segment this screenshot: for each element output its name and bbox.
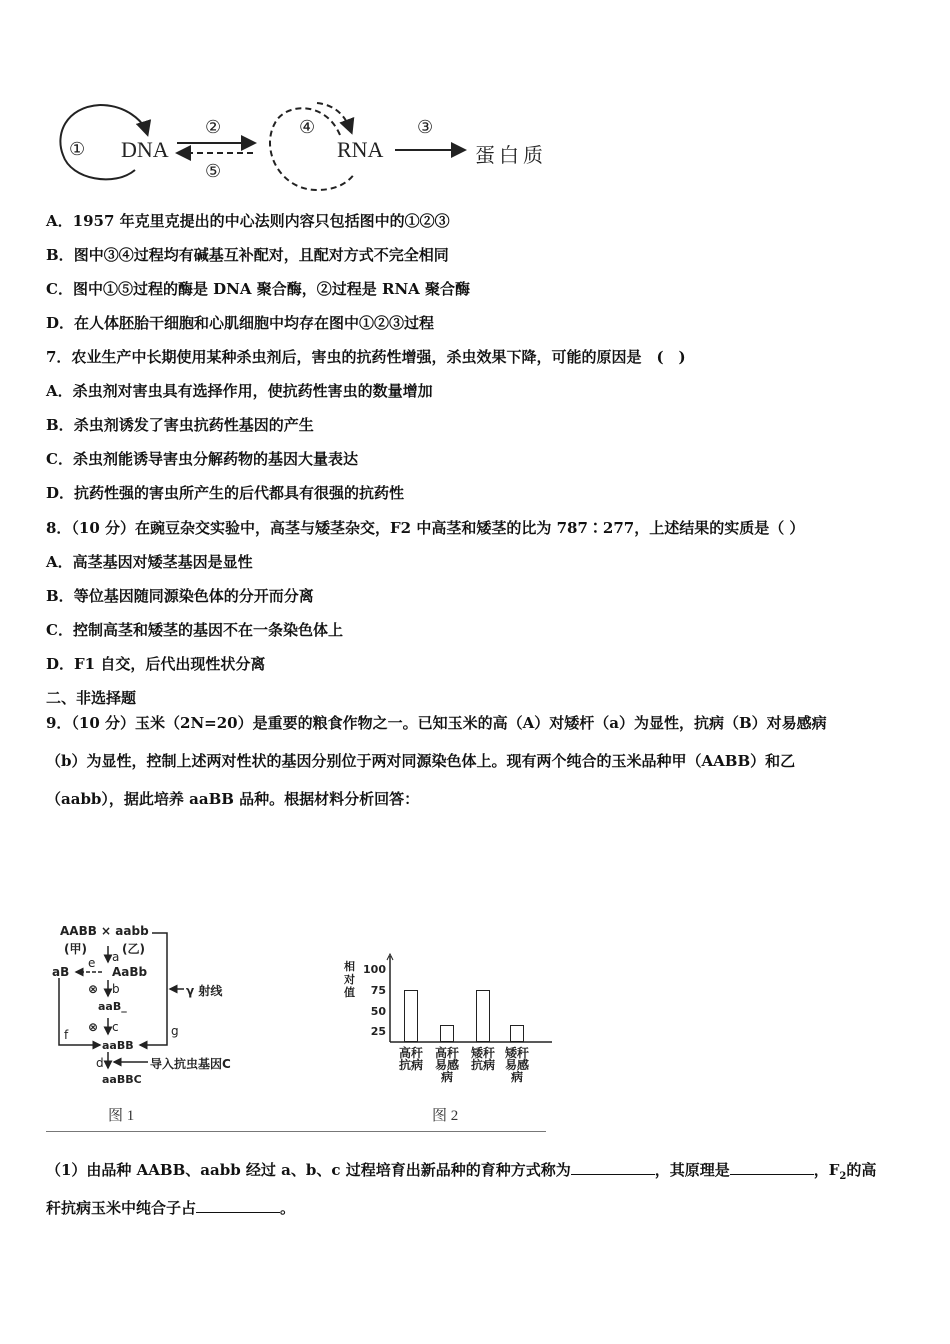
final-variety-label: aaBBC bbox=[102, 1073, 142, 1086]
gamma-ray-label: γ 射线 bbox=[186, 984, 223, 998]
parent-1-label: (甲) bbox=[64, 942, 87, 956]
q9-stem-line-2: （b）为显性，控制上述两对性状的基因分别位于两对同源染色体上。现有两个纯合的玉米品种甲（AABB）和乙 bbox=[46, 752, 796, 770]
selfing-symbol-1: ⊗ bbox=[88, 982, 99, 996]
figure-2-caption: 图 2 bbox=[432, 1108, 459, 1124]
process-4-label: ④ bbox=[299, 117, 316, 138]
answer-blank-2[interactable] bbox=[730, 1160, 814, 1175]
q6-option-c: C．图中①⑤过程的酶是 DNA 聚合酶，②过程是 RNA 聚合酶 bbox=[46, 280, 471, 298]
process-5-label: ⑤ bbox=[205, 161, 222, 182]
step-e-label: e bbox=[88, 956, 96, 970]
y-tick-100: 100 bbox=[363, 963, 386, 976]
x-category-4: 矮秆易感病 bbox=[504, 1046, 529, 1084]
q7-option-b: B．杀虫剂诱发了害虫抗药性基因的产生 bbox=[46, 416, 314, 434]
step-a-label: a bbox=[112, 950, 120, 964]
step-g-label: g bbox=[171, 1024, 179, 1038]
bar-1 bbox=[404, 990, 418, 1042]
x-category-2: 高秆易感病 bbox=[434, 1046, 459, 1084]
q8-option-d: D．F1 自交，后代出现性状分离 bbox=[46, 655, 266, 673]
q9-sub1-line-1: （1）由品种 AABB、aabb 经过 a、b、c 过程培育出新品种的育种方式称为 ，其原理是 ，$F_2$的高 bbox=[46, 1161, 877, 1182]
q8-stem: 8．（10 分）在豌豆杂交实验中，高茎与矮茎杂交，F2 中高茎和矮茎的比为 787∶277，上述结果的实质是（ ） bbox=[46, 519, 805, 537]
step-d-label: d bbox=[96, 1056, 104, 1070]
step-b-label: b bbox=[112, 982, 120, 996]
q8-option-c: C．控制高茎和矮茎的基因不在一条染色体上 bbox=[46, 621, 343, 639]
target-label: aaBB bbox=[102, 1039, 134, 1052]
figure-1-caption: 图 1 bbox=[108, 1108, 135, 1124]
y-tick-50: 50 bbox=[370, 1005, 386, 1018]
section-title: 二、非选择题 bbox=[46, 689, 137, 707]
q6-option-d: D．在人体胚胎干细胞和心肌细胞中均存在图中①②③过程 bbox=[46, 314, 435, 332]
cross-label: AABB × aabb bbox=[60, 924, 149, 938]
q8-option-a: A．高茎基因对矮茎基因是显性 bbox=[46, 553, 253, 571]
q9-sub1-line-2: 秆抗病玉米中纯合子占 。 bbox=[46, 1199, 296, 1217]
answer-blank-1[interactable] bbox=[571, 1160, 655, 1175]
step-c-label: c bbox=[112, 1020, 119, 1034]
figure-2-bar-chart bbox=[340, 950, 560, 1130]
answer-blank-3[interactable] bbox=[196, 1198, 280, 1213]
step-f-label: f bbox=[64, 1028, 69, 1042]
process-2-label: ② bbox=[205, 117, 222, 138]
haploid-label: aB bbox=[52, 965, 70, 979]
selfing-symbol-2: ⊗ bbox=[88, 1020, 99, 1034]
q7-stem: 7．农业生产中长期使用某种杀虫剂后，害虫的抗药性增强，杀虫效果下降，可能的原因是 ( ) bbox=[46, 348, 686, 366]
figure-divider bbox=[46, 1131, 546, 1132]
q7-option-c: C．杀虫剂能诱导害虫分解药物的基因大量表达 bbox=[46, 450, 358, 468]
dna-node: DNA bbox=[121, 137, 169, 162]
x-category-3: 矮秆抗病 bbox=[470, 1046, 495, 1072]
import-gene-label: 导入抗虫基因C bbox=[150, 1057, 231, 1071]
rna-node: RNA bbox=[337, 137, 384, 162]
parent-2-label: (乙) bbox=[122, 942, 145, 956]
q8-option-b: B．等位基因随同源染色体的分开而分离 bbox=[46, 587, 314, 605]
q9-stem-line-3: （aabb），据此培养 aaBB 品种。根据材料分析回答： bbox=[46, 790, 420, 808]
y-tick-25: 25 bbox=[370, 1025, 386, 1038]
f1-label: AaBb bbox=[112, 965, 148, 979]
figure-1-breeding-diagram bbox=[50, 920, 310, 1130]
q7-option-d: D．抗药性强的害虫所产生的后代都具有很强的抗药性 bbox=[46, 484, 405, 502]
q9-stem-line-1: 9．（10 分）玉米（2N=20）是重要的粮食作物之一。已知玉米的高（A）对矮杆（a）为显性，抗病（B）对易感病 bbox=[46, 714, 827, 732]
y-tick-75: 75 bbox=[370, 984, 386, 997]
q6-option-b: B．图中③④过程均有碱基互补配对，且配对方式不完全相同 bbox=[46, 246, 449, 264]
process-3-label: ③ bbox=[417, 117, 434, 138]
bar-3 bbox=[476, 990, 490, 1042]
protein-node: 蛋白质 bbox=[475, 145, 547, 167]
process-1-label: ① bbox=[69, 139, 86, 160]
central-dogma-diagram bbox=[55, 95, 555, 195]
y-axis-label: 相对值 bbox=[344, 960, 355, 999]
bar-4 bbox=[510, 1025, 524, 1042]
q6-option-a: A．1957 年克里克提出的中心法则内容只包括图中的①②③ bbox=[46, 212, 450, 230]
q7-option-a: A．杀虫剂对害虫具有选择作用，使抗药性害虫的数量增加 bbox=[46, 382, 433, 400]
intermediate-label: aaB_ bbox=[98, 1000, 127, 1013]
bar-2 bbox=[440, 1025, 454, 1042]
x-category-1: 高秆抗病 bbox=[398, 1046, 423, 1072]
